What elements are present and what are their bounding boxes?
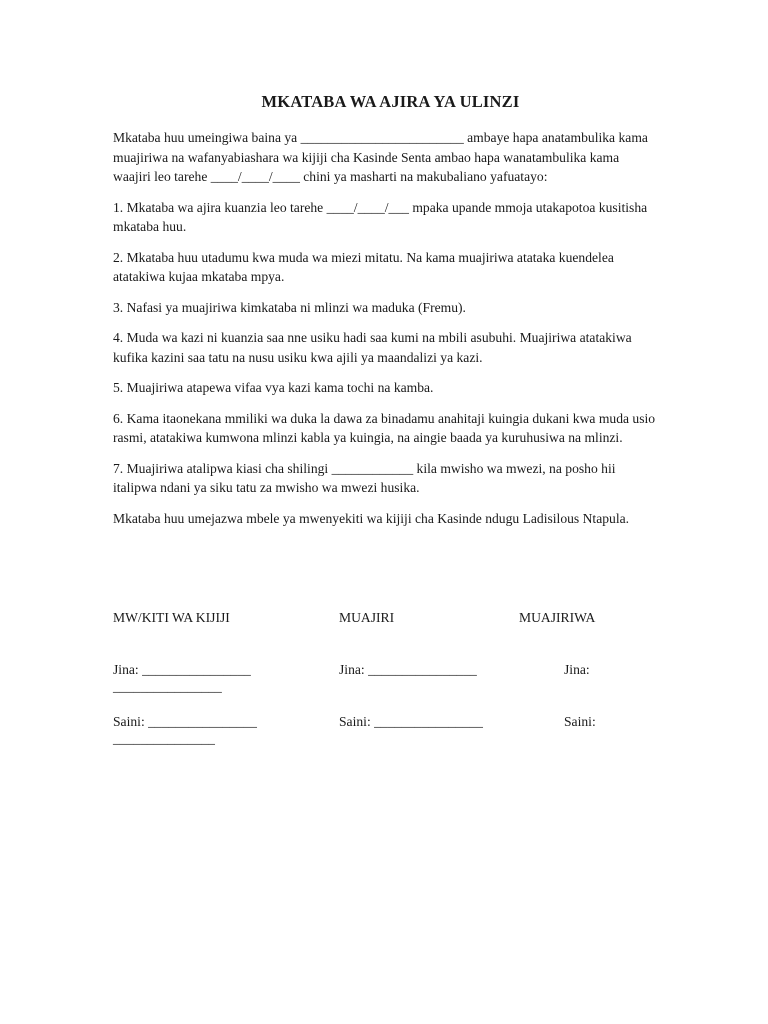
clause-1: 1. Mkataba wa ajira kuanzia leo tarehe ____/____/___ mpaka upande mmoja utakapotoa kusitisha mkataba huu. xyxy=(113,199,648,234)
intro-paragraph: Mkataba huu umeingiwa baina ya ________________________ ambaye hapa anatambulika kama muajiriwa na wafanyabiashara wa kijiji cha Kasinde Senta ambao hapa wanatambulika kama waajiri leo tarehe ____/____/____ chini ya masharti na makubaliano yafuatayo: xyxy=(113,130,648,184)
contract-page xyxy=(113,92,658,746)
employer-name-field: Jina: ________________ xyxy=(339,662,477,677)
chairman-signature-field: Saini: ________________ xyxy=(113,714,257,729)
clause-4: 4. Muda wa kazi ni kuanzia saa nne usiku hadi saa kumi na mbili asubuhi. Muajiriwa atatakiwa kufika kazini saa tatu na nusu usiku kwa ajili ya maandalizi ya kazi. xyxy=(113,330,632,365)
header-employee: MUAJIRIWA xyxy=(519,610,596,625)
header-village-chairman: MW/KITI WA KIJIJI xyxy=(113,610,230,625)
employee-name-field: Jina: xyxy=(564,662,590,677)
clause-6: 6. Kama itaonekana mmiliki wa duka la dawa za binadamu anahitaji kuingia dukani kwa muda usio rasmi, atatakiwa kumwona mlinzi kabla ya kuingia, na aingie baada ya kuruhusiwa na mlinzi. xyxy=(113,410,656,445)
name-overflow-line: ________________ xyxy=(113,679,222,694)
employee-signature-field: Saini: xyxy=(564,714,596,729)
clause-5: 5. Muajiriwa atapewa vifaa vya kazi kama tochi na kamba. xyxy=(113,380,434,395)
clause-3: 3. Nafasi ya muajiriwa kimkataba ni mlinzi wa maduka (Fremu). xyxy=(113,299,466,315)
clause-7: 7. Muajiriwa atalipwa kiasi cha shilingi ____________ kila mwisho wa mwezi, na posho hii italipwa ndani ya siku tatu za mwisho wa mwezi husika. xyxy=(113,460,616,495)
document-title: MKATABA WA AJIRA YA ULINZI xyxy=(261,92,520,111)
closing-paragraph: Mkataba huu umejazwa mbele ya mwenyekiti wa kijiji cha Kasinde ndugu Ladisilous Ntapula. xyxy=(113,510,630,526)
clause-2: 2. Mkataba huu utadumu kwa muda wa miezi mitatu. Na kama muajiriwa atataka kuendelea atatakiwa kujaa mkataba mpya. xyxy=(113,249,614,284)
header-employer: MUAJIRI xyxy=(339,610,395,625)
signature-overflow-line: _______________ xyxy=(113,731,215,746)
employer-signature-field: Saini: ________________ xyxy=(339,714,483,729)
chairman-name-field: Jina: ________________ xyxy=(113,662,251,677)
